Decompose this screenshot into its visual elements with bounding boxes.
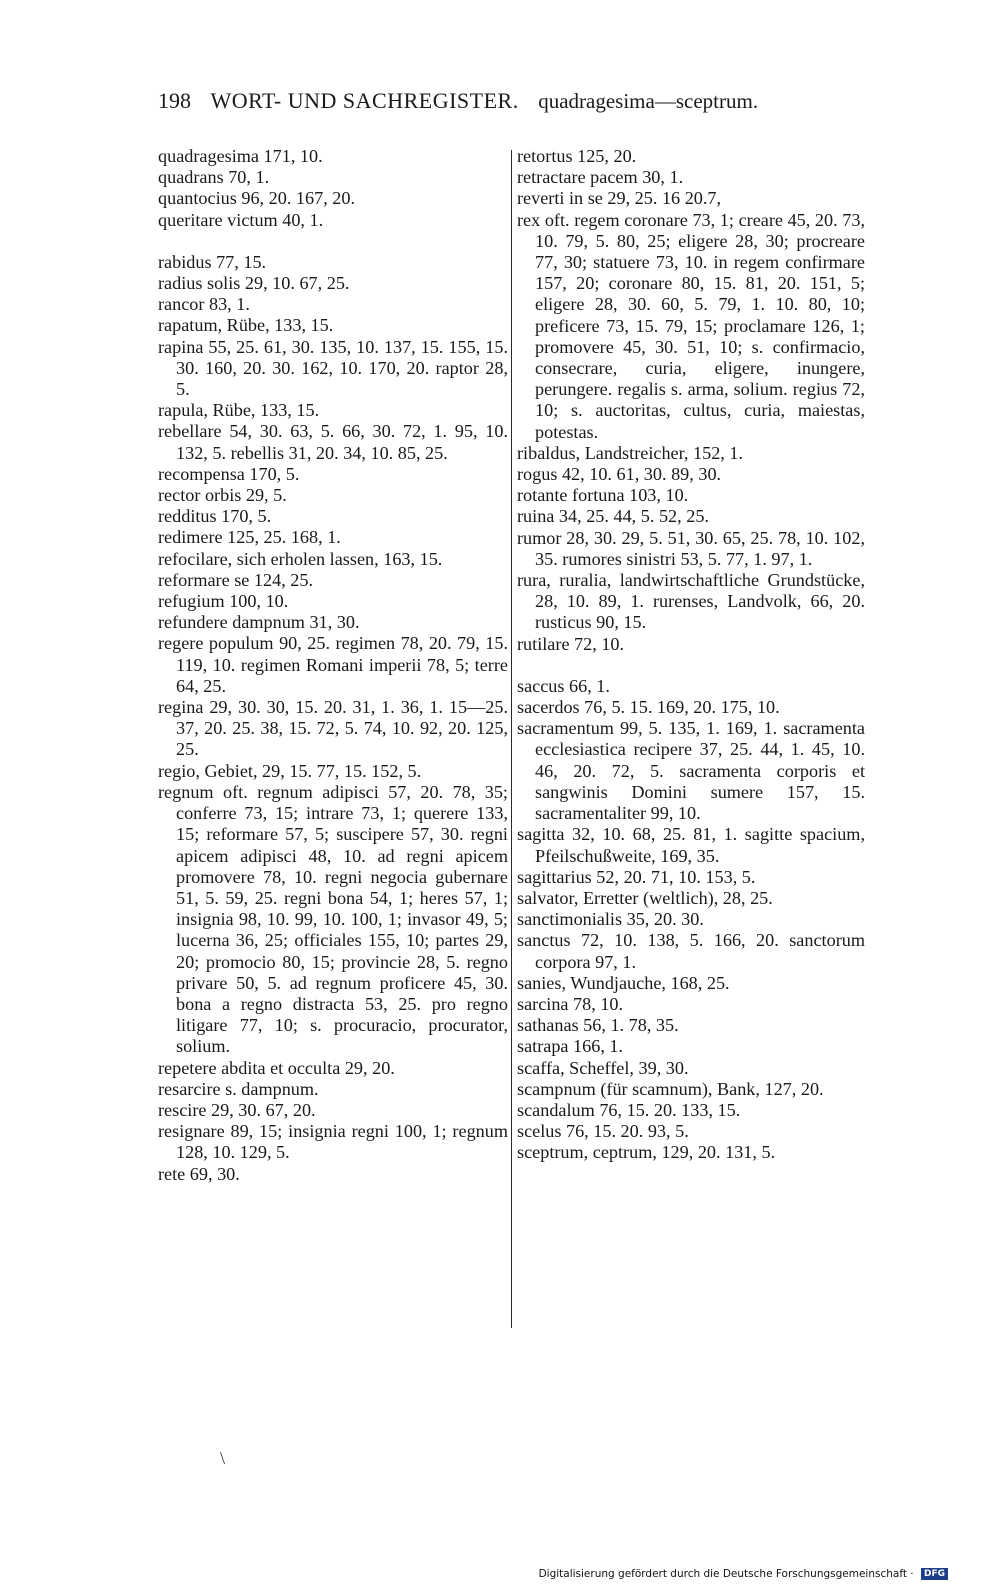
- index-entry: sceptrum, ceptrum, 129, 20. 131, 5.: [517, 1142, 776, 1163]
- index-entry: rumor 28, 30. 29, 5. 51, 30. 65, 25. 78, 10. 102, 35. rumores sinistri 53, 5. 77, 1. 97, 1.: [517, 527, 865, 569]
- index-entry: rura, ruralia, landwirtschaftliche Grundstücke, 28, 10. 89, 1. rurenses, Landvolk, 66, 20. rusticus 90, 15.: [517, 570, 865, 633]
- index-entry: scampnum (für scamnum), Bank, 127, 20.: [517, 1078, 824, 1099]
- page-number: 198: [158, 88, 191, 113]
- index-entry: sarcina 78, 10.: [517, 993, 624, 1014]
- index-entry: regere populum 90, 25. regimen 78, 20. 79, 15. 119, 10. regimen Romani imperii 78, 5; terre 64, 25.: [158, 633, 508, 696]
- index-entry: regio, Gebiet, 29, 15. 77, 15. 152, 5.: [158, 760, 422, 781]
- index-entry: sanies, Wundjauche, 168, 25.: [517, 972, 730, 993]
- index-entry: repetere abdita et occulta 29, 20.: [158, 1057, 395, 1078]
- index-entry: refundere dampnum 31, 30.: [158, 612, 360, 633]
- index-entry: retortus 125, 20.: [517, 146, 637, 166]
- index-entry: rete 69, 30.: [158, 1163, 240, 1184]
- entry-range: quadragesima—sceptrum.: [538, 89, 759, 113]
- funding-notice: Digitalisierung gefördert durch die Deutsche Forschungsgemeinschaft ·: [538, 1568, 914, 1580]
- index-entry: reformare se 124, 25.: [158, 569, 314, 590]
- index-entry: refugium 100, 10.: [158, 591, 289, 612]
- index-entry: rebellare 54, 30. 63, 5. 66, 30. 72, 1. 95, 10. 132, 5. rebellis 31, 20. 34, 10. 85, 25.: [158, 421, 508, 463]
- index-entry: regnum oft. regnum adipisci 57, 20. 78, 35; conferre 73, 15; intrare 73, 1; querere 133, 15; reformare 57, 5; suscipere 57, 30. regni apicem adipisci 48, 10. ad regni apicem promovere 78, 10. regni negocia gubernare 51, 5. 59, 25. regni bona 54, 1; heres 57, 1; insignia 98, 10. 99, 10. 100, 1; invasor 49, 5; lucerna 36, 25; officiales 155, 10; partes 29, 20; promocio 80, 15; provincie 28, 5. regno privare 50, 5. ad regnum proficere 45, 30. bona a regno distracta 53, 25. pro regno litigare 77, 10; s. procuracio, procurator, solium.: [158, 781, 508, 1057]
- index-entry: sagitta 32, 10. 68, 25. 81, 1. sagitte spacium, Pfeilschußweite, 169, 35.: [517, 824, 865, 866]
- index-entry: ruina 34, 25. 44, 5. 52, 25.: [517, 506, 709, 527]
- index-entry: scelus 76, 15. 20. 93, 5.: [517, 1121, 689, 1142]
- index-entry: rotante fortuna 103, 10.: [517, 485, 689, 506]
- index-entry: radius solis 29, 10. 67, 25.: [158, 273, 350, 294]
- column-divider: [511, 150, 512, 1328]
- index-entry: resarcire s. dampnum.: [158, 1078, 319, 1099]
- index-entry: sanctimonialis 35, 20. 30.: [517, 909, 704, 930]
- index-entry: rutilare 72, 10.: [517, 633, 625, 654]
- index-entry: rogus 42, 10. 61, 30. 89, 30.: [517, 464, 722, 485]
- index-entry: reverti in se 29, 25. 16 20.7,: [517, 188, 722, 209]
- index-entry: recompensa 170, 5.: [158, 463, 300, 484]
- index-entry: rapina 55, 25. 61, 30. 135, 10. 137, 15. 155, 15. 30. 160, 20. 30. 162, 10. 170, 20. raptor 28, 5.: [158, 336, 508, 400]
- page-footer: [539, 1568, 948, 1580]
- index-entry: rabidus 77, 15.: [158, 251, 267, 272]
- index-entry: regina 29, 30. 30, 15. 20. 31, 1. 36, 1. 15—25. 37, 20. 25. 38, 15. 72, 5. 74, 10. 92, 20. 125, 25.: [158, 697, 508, 760]
- index-entry: rescire 29, 30. 67, 20.: [158, 1099, 316, 1120]
- right-column: [517, 146, 865, 1164]
- index-entry: saccus 66, 1.: [517, 675, 610, 696]
- index-entry: ribaldus, Landstreicher, 152, 1.: [517, 442, 744, 463]
- index-entry: scandalum 76, 15. 20. 133, 15.: [517, 1099, 741, 1120]
- index-entry: rapula, Rübe, 133, 15.: [158, 400, 320, 421]
- index-entry: rapatum, Rübe, 133, 15.: [158, 315, 334, 336]
- index-entry: sacramentum 99, 5. 135, 1. 169, 1. sacramenta ecclesiastica recipere 37, 25. 44, 1. 45, 10. 46, 20. 72, 5. sacramenta corporis et sangwinis Domini sumere 157, 15. sacramentaliter 99, 10.: [517, 718, 865, 824]
- index-entry: scaffa, Scheffel, 39, 30.: [517, 1057, 689, 1078]
- index-entry: rancor 83, 1.: [158, 294, 250, 315]
- index-entry: sathanas 56, 1. 78, 35.: [517, 1015, 679, 1036]
- index-entry: quadrans 70, 1.: [158, 167, 270, 188]
- index-entry: quadragesima 171, 10.: [158, 146, 323, 166]
- index-entry: queritare victum 40, 1.: [158, 209, 324, 230]
- index-entry: refocilare, sich erholen lassen, 163, 15.: [158, 548, 443, 569]
- index-entry: sanctus 72, 10. 138, 5. 166, 20. sanctorum corpora 97, 1.: [517, 930, 865, 972]
- index-entry: quantocius 96, 20. 167, 20.: [158, 188, 356, 209]
- index-entry: sagittarius 52, 20. 71, 10. 153, 5.: [517, 866, 756, 887]
- index-entry: redimere 125, 25. 168, 1.: [158, 527, 341, 548]
- index-entry: redditus 170, 5.: [158, 506, 272, 527]
- index-entry: satrapa 166, 1.: [517, 1036, 624, 1057]
- index-entry: resignare 89, 15; insignia regni 100, 1; regnum 128, 10. 129, 5.: [158, 1121, 508, 1163]
- page-header: [158, 88, 868, 118]
- index-entry: sacerdos 76, 5. 15. 169, 20. 175, 10.: [517, 697, 780, 718]
- running-title: WORT- UND SACHREGISTER.: [210, 88, 519, 113]
- index-entry: rector orbis 29, 5.: [158, 485, 287, 506]
- index-entry: retractare pacem 30, 1.: [517, 167, 684, 188]
- left-column: [158, 146, 508, 1185]
- stray-mark: \: [220, 1448, 226, 1468]
- dfg-logo: DFG: [921, 1568, 948, 1580]
- index-entry: salvator, Erretter (weltlich), 28, 25.: [517, 887, 773, 908]
- index-entry: rex oft. regem coronare 73, 1; creare 45, 20. 73, 10. 79, 5. 80, 25; eligere 28, 30; procreare 77, 30; statuere 73, 10. in regem confirmare 157, 20; coronare 80, 15. 81, 20. 151, 5; eligere 28, 30. 60, 5. 79, 1. 10. 80, 10; preficere 73, 15. 79, 15; proclamare 126, 1; promovere 45, 30. 51, 10; s. confirmacio, consecrare, curia, eligere, inungere, perungere. regalis s. arma, solium. regius 72, 10; s. auctoritas, cultus, curia, maiestas, potestas.: [517, 209, 865, 442]
